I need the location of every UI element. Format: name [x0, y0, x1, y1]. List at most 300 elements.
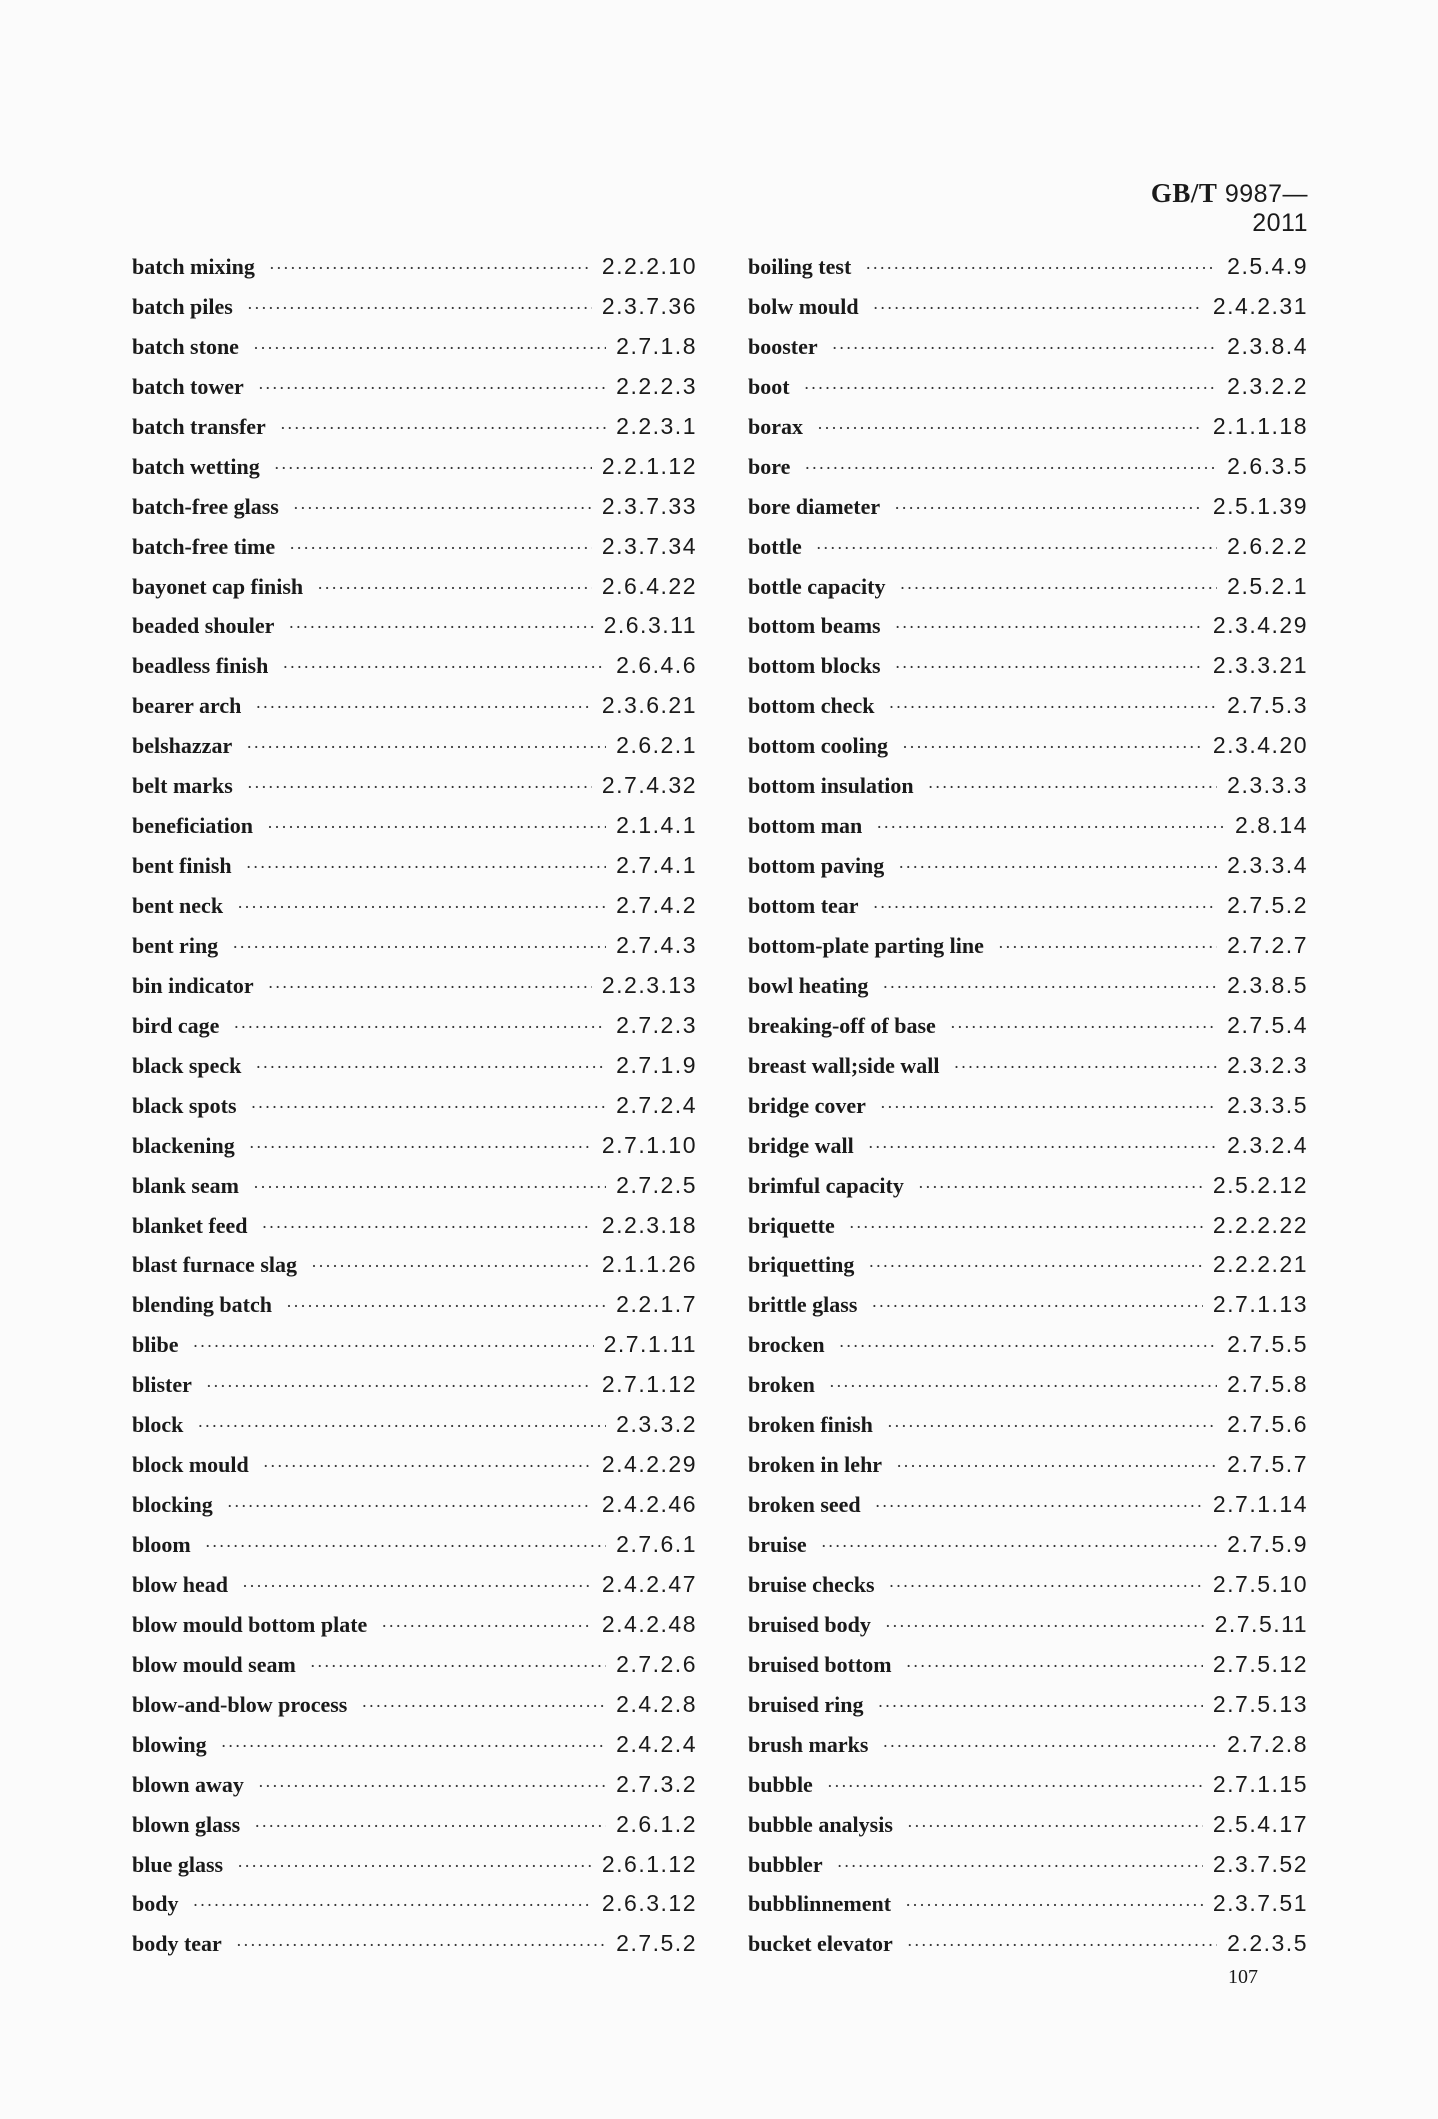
section-number: 2.4.2.8 — [616, 1690, 697, 1717]
section-number: 2.7.1.9 — [616, 1051, 697, 1078]
index-term: booster — [748, 333, 818, 359]
index-term: broken in lehr — [748, 1452, 883, 1478]
index-entry — [132, 686, 697, 726]
section-number: 2.2.2.21 — [1212, 1251, 1308, 1278]
dot-leader — [894, 489, 1203, 527]
index-entry — [132, 527, 697, 567]
index-entry — [748, 1485, 1308, 1525]
index-term: bent neck — [132, 893, 224, 918]
dot-leader — [880, 1088, 1217, 1126]
index-term: broken finish — [748, 1412, 873, 1438]
index-term: bridge wall — [748, 1132, 854, 1158]
section-number: 2.4.2.31 — [1212, 292, 1308, 319]
dot-leader — [821, 1527, 1217, 1565]
index-entry — [132, 1765, 697, 1805]
index-term: blow-and-blow process — [132, 1691, 348, 1717]
index-entry — [748, 1285, 1308, 1325]
index-term: body — [132, 1891, 179, 1917]
index-entry — [748, 327, 1308, 367]
section-number: 2.3.3.5 — [1227, 1091, 1308, 1118]
index-entry — [132, 1565, 697, 1605]
index-entry — [748, 1924, 1308, 1964]
index-entry — [748, 1086, 1308, 1126]
dot-leader — [817, 409, 1203, 447]
index-entry — [748, 527, 1308, 567]
dot-leader — [237, 888, 606, 926]
section-number: 2.5.2.12 — [1212, 1171, 1308, 1198]
dot-leader — [246, 848, 607, 886]
index-term: boot — [748, 373, 790, 399]
section-number: 2.7.5.7 — [1227, 1451, 1308, 1478]
index-entry — [132, 287, 697, 327]
dot-leader — [895, 648, 1203, 686]
index-term: batch-free time — [132, 533, 276, 559]
index-term: beadless finish — [132, 653, 269, 679]
index-term: bottle — [748, 533, 802, 559]
section-number: 2.1.4.1 — [616, 812, 697, 839]
index-term: broken — [748, 1372, 815, 1398]
section-number: 2.7.3.2 — [616, 1770, 697, 1797]
section-number: 2.3.2.2 — [1227, 372, 1308, 399]
index-entry — [132, 1725, 697, 1765]
index-term: broken seed — [748, 1492, 861, 1518]
index-term: batch mixing — [132, 254, 255, 279]
index-term: blending batch — [132, 1292, 272, 1318]
dot-leader — [899, 569, 1217, 607]
index-entry — [132, 1046, 697, 1086]
index-column-left — [132, 247, 697, 1964]
dot-leader — [267, 808, 606, 846]
index-entry — [132, 1245, 697, 1285]
dot-leader — [381, 1607, 592, 1645]
index-term: bubble analysis — [748, 1811, 893, 1837]
index-term: beaded shouler — [132, 613, 275, 639]
index-entry — [748, 247, 1308, 287]
index-term: bridge cover — [748, 1092, 866, 1118]
index-term: beneficiation — [132, 813, 253, 839]
index-term: boiling test — [748, 254, 852, 279]
index-entry — [132, 806, 697, 846]
section-number: 2.3.7.36 — [601, 292, 697, 319]
dot-leader — [902, 728, 1203, 766]
dot-leader — [269, 249, 592, 287]
section-number: 2.3.6.21 — [601, 692, 697, 719]
dot-leader — [286, 1287, 606, 1325]
index-term: bottom insulation — [748, 773, 914, 799]
index-entry — [748, 926, 1308, 966]
section-number: 2.6.2.2 — [1227, 532, 1308, 559]
index-term: bolw mould — [748, 293, 859, 319]
index-term: breaking-off of base — [748, 1012, 936, 1038]
dot-leader — [206, 1367, 592, 1405]
index-term: bruise checks — [748, 1571, 875, 1597]
section-number: 2.7.4.1 — [616, 852, 697, 879]
index-entry — [132, 1924, 697, 1964]
section-number: 2.2.2.3 — [616, 372, 697, 399]
index-entry — [132, 1445, 697, 1485]
dot-leader — [868, 1128, 1217, 1166]
index-term: brimful capacity — [748, 1172, 904, 1198]
section-number: 2.2.2.10 — [601, 253, 697, 279]
section-number: 2.3.7.51 — [1212, 1890, 1308, 1917]
section-number: 2.8.14 — [1235, 812, 1308, 839]
dot-leader — [254, 1807, 606, 1845]
index-entry — [748, 1006, 1308, 1046]
index-term: bruised bottom — [748, 1651, 892, 1677]
index-entry — [748, 1445, 1308, 1485]
dot-leader — [888, 688, 1217, 726]
index-entry — [748, 287, 1308, 327]
section-number: 2.2.1.12 — [601, 452, 697, 479]
index-term: bottom cooling — [748, 733, 888, 759]
section-number: 2.2.3.13 — [601, 971, 697, 998]
index-entry — [132, 1006, 697, 1046]
index-entry — [132, 1884, 697, 1924]
dot-leader — [361, 1687, 606, 1725]
dot-leader — [289, 529, 592, 567]
index-entry — [132, 1805, 697, 1845]
dot-leader — [839, 1327, 1218, 1365]
index-term: batch piles — [132, 293, 233, 319]
index-entry — [132, 1166, 697, 1206]
index-entry — [132, 846, 697, 886]
index-term: bruised body — [748, 1611, 871, 1637]
index-entry — [132, 606, 697, 646]
index-entry — [132, 1605, 697, 1645]
index-entry — [748, 1884, 1308, 1924]
dot-leader — [227, 1487, 592, 1525]
dot-leader — [837, 1847, 1203, 1885]
index-entry — [748, 686, 1308, 726]
section-number: 2.7.5.12 — [1212, 1650, 1308, 1677]
dot-leader — [233, 1008, 606, 1046]
dot-leader — [197, 1407, 606, 1445]
index-entry — [132, 447, 697, 487]
section-number: 2.2.3.5 — [1227, 1930, 1308, 1957]
dot-leader — [253, 329, 606, 367]
dot-leader — [882, 968, 1217, 1006]
section-number: 2.7.1.11 — [603, 1331, 697, 1358]
section-number: 2.4.2.4 — [616, 1730, 697, 1757]
section-number: 2.3.3.2 — [616, 1411, 697, 1438]
dot-leader — [928, 768, 1218, 806]
index-entry — [132, 487, 697, 527]
dot-leader — [293, 489, 592, 527]
index-term: bayonet cap finish — [132, 573, 304, 599]
section-number: 2.2.1.7 — [616, 1291, 697, 1318]
dot-leader — [876, 808, 1225, 846]
index-term: body tear — [132, 1931, 222, 1957]
dot-leader — [829, 1367, 1217, 1405]
section-number: 2.3.7.52 — [1212, 1850, 1308, 1877]
dot-leader — [242, 1567, 592, 1605]
index-entry — [748, 1685, 1308, 1725]
index-term: block — [132, 1412, 184, 1438]
index-term: belt marks — [132, 773, 233, 799]
dot-leader — [873, 289, 1203, 327]
section-number: 2.7.5.5 — [1227, 1331, 1308, 1358]
dot-leader — [253, 1168, 606, 1206]
section-number: 2.3.4.20 — [1212, 732, 1308, 759]
index-entry — [748, 447, 1308, 487]
standard-prefix: GB/T — [1150, 178, 1218, 208]
index-term: bruise — [748, 1532, 807, 1557]
dot-leader — [274, 449, 592, 487]
section-number: 2.7.4.2 — [616, 892, 697, 918]
index-entry — [132, 1325, 697, 1365]
index-term: bent ring — [132, 932, 219, 958]
dot-leader — [998, 928, 1217, 966]
dot-leader — [882, 1727, 1217, 1765]
section-number: 2.3.4.29 — [1212, 612, 1308, 639]
index-entry — [748, 1365, 1308, 1405]
section-number: 2.3.2.4 — [1227, 1131, 1308, 1158]
section-number: 2.7.5.2 — [1227, 892, 1308, 918]
section-number: 2.7.5.6 — [1227, 1411, 1308, 1438]
index-entry — [748, 846, 1308, 886]
dot-leader — [311, 1247, 592, 1285]
index-entry — [132, 926, 697, 966]
section-number: 2.7.2.8 — [1227, 1730, 1308, 1757]
page-number: 107 — [1228, 1966, 1258, 1988]
section-number: 2.7.5.9 — [1227, 1531, 1308, 1557]
section-number: 2.7.1.13 — [1212, 1291, 1308, 1318]
index-entry — [132, 1365, 697, 1405]
index-entry — [132, 367, 697, 407]
section-number: 2.6.3.12 — [601, 1890, 697, 1917]
section-number: 2.4.2.48 — [601, 1610, 697, 1637]
dot-leader — [907, 1807, 1203, 1845]
index-term: borax — [748, 413, 803, 439]
index-term: blackening — [132, 1132, 235, 1158]
index-term: bottom tear — [748, 893, 859, 918]
index-term: blue glass — [132, 1851, 224, 1877]
dot-leader — [896, 1447, 1217, 1485]
index-term: batch stone — [132, 333, 239, 359]
index-entry — [132, 1685, 697, 1725]
section-number: 2.4.2.46 — [601, 1491, 697, 1518]
index-term: bird cage — [132, 1012, 220, 1038]
section-number: 2.3.7.34 — [601, 532, 697, 559]
dot-leader — [865, 249, 1217, 287]
index-term: block mould — [132, 1452, 249, 1478]
index-entry — [132, 886, 697, 926]
index-term: bubble — [748, 1771, 813, 1797]
dot-leader — [258, 1767, 606, 1805]
dot-leader — [192, 1327, 593, 1365]
section-number: 2.7.2.7 — [1227, 931, 1308, 958]
index-term: bearer arch — [132, 693, 242, 719]
section-number: 2.7.5.10 — [1212, 1570, 1308, 1597]
dot-leader — [868, 1247, 1203, 1285]
dot-leader — [885, 1607, 1205, 1645]
index-entry — [132, 1845, 697, 1885]
dot-leader — [918, 1168, 1203, 1206]
dot-leader — [816, 529, 1217, 567]
index-term: blanket feed — [132, 1212, 248, 1238]
index-term: black speck — [132, 1052, 242, 1078]
section-number: 2.7.5.11 — [1214, 1610, 1308, 1637]
index-entry — [132, 766, 697, 806]
index-entry — [132, 407, 697, 447]
section-number: 2.7.5.3 — [1227, 692, 1308, 719]
section-number: 2.7.5.8 — [1227, 1371, 1308, 1398]
index-term: blowing — [132, 1731, 207, 1757]
section-number: 2.6.3.11 — [603, 612, 697, 639]
section-number: 2.6.3.5 — [1227, 452, 1308, 479]
index-entry — [748, 487, 1308, 527]
section-number: 2.4.2.29 — [601, 1451, 697, 1478]
dot-leader — [280, 409, 606, 447]
index-entry — [132, 966, 697, 1006]
dot-leader — [247, 289, 592, 327]
section-number: 2.3.8.5 — [1227, 971, 1308, 998]
section-number: 2.7.4.3 — [616, 931, 697, 958]
index-entry — [132, 1206, 697, 1246]
dot-leader — [247, 768, 592, 806]
dot-leader — [251, 1088, 607, 1126]
dot-leader — [317, 569, 592, 607]
index-term: brocken — [748, 1332, 825, 1358]
index-entry — [748, 1245, 1308, 1285]
index-term: blank seam — [132, 1172, 239, 1198]
section-number: 2.6.1.2 — [616, 1810, 697, 1837]
dot-leader — [887, 1407, 1217, 1445]
section-number: 2.2.3.18 — [601, 1211, 697, 1238]
index-term: blister — [132, 1372, 192, 1398]
dot-leader — [905, 1886, 1203, 1924]
section-number: 2.1.1.26 — [601, 1251, 697, 1278]
index-entry — [748, 1765, 1308, 1805]
dot-leader — [898, 848, 1217, 886]
index-entry — [748, 1565, 1308, 1605]
index-term: bowl heating — [748, 972, 869, 998]
section-number: 2.1.1.18 — [1212, 412, 1308, 439]
index-term: blown glass — [132, 1811, 241, 1837]
index-entry — [748, 646, 1308, 686]
index-entry — [748, 806, 1308, 846]
index-term: bubblinnement — [748, 1891, 892, 1917]
index-term: bucket elevator — [748, 1931, 893, 1957]
section-number: 2.5.2.1 — [1227, 572, 1308, 599]
section-number: 2.2.2.22 — [1212, 1211, 1308, 1238]
section-number: 2.3.2.3 — [1227, 1051, 1308, 1078]
index-term: blast furnace slag — [132, 1252, 297, 1278]
dot-leader — [871, 1287, 1202, 1325]
dot-leader — [953, 1048, 1217, 1086]
dot-leader — [832, 329, 1218, 367]
index-entry — [132, 1086, 697, 1126]
index-entry — [748, 886, 1308, 926]
index-term: bottom blocks — [748, 653, 881, 679]
section-number: 2.6.2.1 — [616, 732, 697, 759]
dot-leader — [950, 1008, 1217, 1046]
section-number: 2.2.3.1 — [616, 412, 697, 439]
dot-leader — [249, 1128, 592, 1166]
index-entry — [132, 247, 697, 287]
index-term: brush marks — [748, 1731, 869, 1757]
dot-leader — [804, 449, 1217, 487]
standard-number: 9987—2011 — [1224, 180, 1308, 237]
index-term: blow mould seam — [132, 1651, 296, 1677]
dot-leader — [192, 1886, 591, 1924]
index-entry — [132, 1285, 697, 1325]
index-term: blow head — [132, 1571, 228, 1597]
dot-leader — [889, 1567, 1203, 1605]
dot-leader — [873, 888, 1218, 926]
section-number: 2.7.5.13 — [1212, 1690, 1308, 1717]
dot-leader — [875, 1487, 1203, 1525]
index-entry — [748, 367, 1308, 407]
section-number: 2.7.2.4 — [616, 1091, 697, 1118]
dot-leader — [878, 1687, 1203, 1725]
section-number: 2.5.4.17 — [1212, 1810, 1308, 1837]
section-number: 2.3.3.3 — [1227, 772, 1308, 799]
dot-leader — [258, 369, 606, 407]
dot-leader — [310, 1647, 606, 1685]
section-number: 2.7.5.4 — [1227, 1011, 1308, 1038]
index-entry — [748, 1046, 1308, 1086]
dot-leader — [255, 1048, 606, 1086]
index-term: black spots — [132, 1092, 237, 1118]
index-entry — [132, 327, 697, 367]
index-term: bore — [748, 453, 791, 479]
section-number: 2.7.1.15 — [1212, 1770, 1308, 1797]
index-term: bin indicator — [132, 972, 254, 998]
section-number: 2.7.2.3 — [616, 1011, 697, 1038]
index-entry — [748, 966, 1308, 1006]
index-entry — [748, 1645, 1308, 1685]
index-entry — [132, 646, 697, 686]
section-number: 2.6.4.22 — [601, 572, 697, 599]
dot-leader — [849, 1208, 1203, 1246]
index-entry — [132, 567, 697, 607]
index-term: blown away — [132, 1771, 244, 1797]
index-entry — [132, 726, 697, 766]
index-entry — [748, 407, 1308, 447]
section-number: 2.7.6.1 — [616, 1531, 697, 1557]
dot-leader — [804, 369, 1218, 407]
dot-leader — [205, 1527, 606, 1565]
index-entry — [132, 1525, 697, 1565]
dot-leader — [906, 1647, 1203, 1685]
index-entry — [132, 1405, 697, 1445]
index-term: batch transfer — [132, 413, 266, 439]
index-term: briquette — [748, 1212, 835, 1238]
index-term: briquetting — [748, 1252, 855, 1278]
index-term: blocking — [132, 1492, 213, 1518]
section-number: 2.4.2.47 — [601, 1570, 697, 1597]
index-entry — [748, 1325, 1308, 1365]
section-number: 2.3.8.4 — [1227, 332, 1308, 359]
index-term: bruised ring — [748, 1691, 864, 1717]
index-term: breast wall;side wall — [748, 1052, 940, 1078]
section-number: 2.7.1.14 — [1212, 1491, 1308, 1518]
index-term: bloom — [132, 1532, 191, 1557]
section-number: 2.7.1.10 — [601, 1131, 697, 1158]
index-entry — [748, 1525, 1308, 1565]
section-number: 2.7.4.32 — [601, 772, 697, 799]
index-entry — [748, 1166, 1308, 1206]
section-number: 2.3.3.4 — [1227, 852, 1308, 879]
index-entry — [748, 1805, 1308, 1845]
index-term: bottom beams — [748, 613, 881, 639]
index-entry — [748, 1725, 1308, 1765]
index-term: bottom man — [748, 813, 863, 839]
section-number: 2.7.5.2 — [616, 1930, 697, 1957]
index-term: bore diameter — [748, 493, 881, 519]
index-term: belshazzar — [132, 733, 233, 759]
